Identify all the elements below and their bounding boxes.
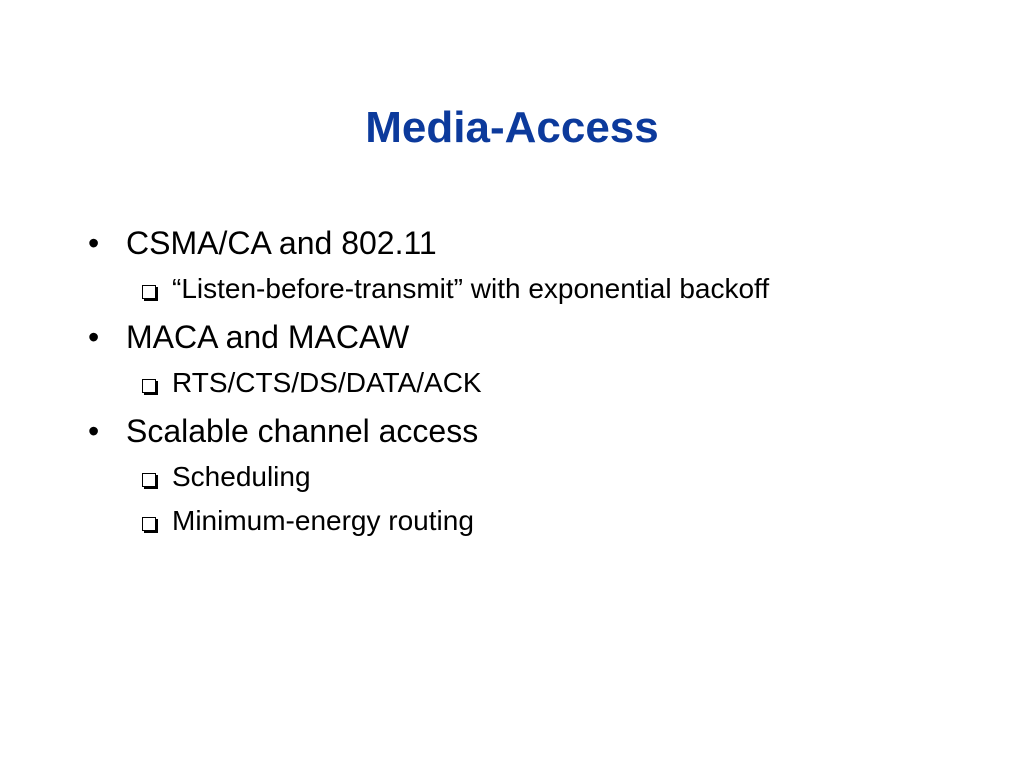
square-box-icon: [142, 473, 156, 487]
bullet-text: Scalable channel access: [126, 413, 479, 449]
sub-bullet-list: [88, 268, 988, 310]
slide-title: Media-Access: [365, 103, 659, 152]
bullet-dot-icon: •: [88, 319, 100, 355]
sub-bullet-text: “Listen-before-transmit” with exponential backoff: [172, 273, 770, 304]
bullet-dot-icon: •: [88, 225, 100, 261]
sub-bullet-item: [88, 500, 988, 542]
bullet-group: [88, 218, 988, 310]
sub-bullet-text: RTS/CTS/DS/DATA/ACK: [172, 367, 482, 398]
sub-bullet-item: [88, 362, 988, 404]
bullet-list: [88, 218, 988, 544]
bullet-group: [88, 312, 988, 404]
sub-bullet-list: [88, 362, 988, 404]
bullet-dot-icon: •: [88, 413, 100, 449]
sub-bullet-item: [88, 268, 988, 310]
sub-bullet-list: [88, 456, 988, 542]
bullet-group: [88, 406, 988, 542]
sub-bullet-text: Scheduling: [172, 461, 311, 492]
square-box-icon: [142, 285, 156, 299]
sub-bullet-item: [88, 456, 988, 498]
bullet-text: MACA and MACAW: [126, 319, 410, 355]
square-box-icon: [142, 517, 156, 531]
square-box-icon: [142, 379, 156, 393]
sub-bullet-text: Minimum-energy routing: [172, 505, 474, 536]
bullet-item: [88, 406, 988, 456]
bullet-item: [88, 312, 988, 362]
bullet-text: CSMA/CA and 802.11: [126, 225, 437, 261]
bullet-item: [88, 218, 988, 268]
